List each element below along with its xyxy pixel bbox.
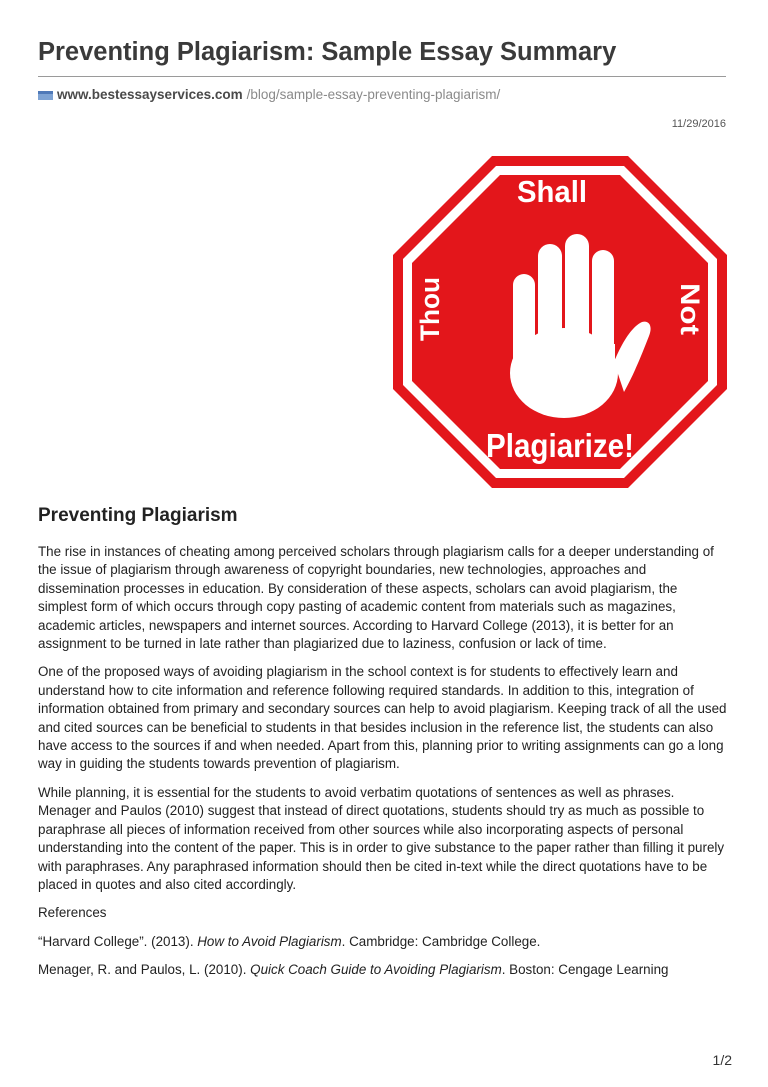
publish-date: 11/29/2016 — [671, 118, 726, 130]
paragraph: While planning, it is essential for the students to avoid verbatim quotations of sentences as well as phrases. Menager and Paulos (2010) suggest that instead of direct quotations, students should try as much as possible to paraphrase all pieces of information received from other sources while also incorporating aspects of personal understanding into the content of the paper. This is in order to give substance to the paper rather than filling it purely with paraphrases. Any paraphrased information should then be cited in-text while the direct quotations have to be placed in quotes and also cited accordingly. — [38, 784, 725, 892]
reference-text: . Boston: Cengage Learning — [501, 962, 669, 978]
section-heading: Preventing Plagiarism — [38, 505, 238, 526]
sign-bottom-text: Plagiarize! — [486, 427, 634, 464]
page-title: Preventing Plagiarism: Sample Essay Summary — [38, 38, 617, 66]
reference-text: Menager, R. and Paulos, L. (2010). — [38, 962, 251, 978]
paragraph: One of the proposed ways of avoiding plagiarism in the school context is for students to effectively learn and understand how to cite information and reference following required standards. In addition to this, integration of information obtained from primary and secondary sources can help to avoid plagiarism. Keeping track of all the used and cited sources can be beneficial to students in that besides inclusion in the reference list, the students can also have access to the sources if and when needed. Apart from this, planning prior to writing assignments can go a long way in guiding the students towards prevention of plagiarism. — [38, 664, 727, 772]
sign-top-text: Shall — [517, 174, 587, 209]
reference-text: . Cambridge: Cambridge College. — [341, 933, 541, 949]
reference-text: “Harvard College”. (2013). — [38, 933, 198, 949]
title-divider — [38, 76, 726, 77]
source-domain[interactable]: www.bestessayservices.com — [57, 86, 243, 102]
paragraph: The rise in instances of cheating among perceived scholars through plagiarism calls for a deeper understanding of the issue of plagiarism through awareness of copyright boundaries, new technologies, approaches and dissemination processes in education. By consideration of these aspects, scholars can avoid plagiarism, the simplest form of which occurs through copy pasting of academic content from materials such as magazines, academic articles, newspapers and internet sources. According to Harvard College (2013), it is better for an assignment to be turned in late rather than plagiarized due to laziness, confusion or lack of time. — [38, 544, 714, 652]
reference-title: How to Avoid Plagiarism — [197, 933, 342, 949]
reference-entry — [38, 961, 730, 979]
article-body — [38, 543, 730, 990]
sign-right-text: Not — [675, 283, 705, 328]
source-path[interactable]: /blog/sample-essay-preventing-plagiarism/ — [246, 86, 501, 102]
sign-left-text: Thou — [415, 275, 445, 341]
references-label: References — [38, 905, 107, 921]
page-number: 1/2 — [712, 1052, 732, 1068]
link-icon — [38, 89, 54, 100]
stop-sign-image — [391, 154, 729, 490]
source-link[interactable] — [38, 85, 500, 103]
reference-title: Quick Coach Guide to Avoiding Plagiarism — [250, 962, 502, 978]
reference-entry — [38, 933, 730, 951]
